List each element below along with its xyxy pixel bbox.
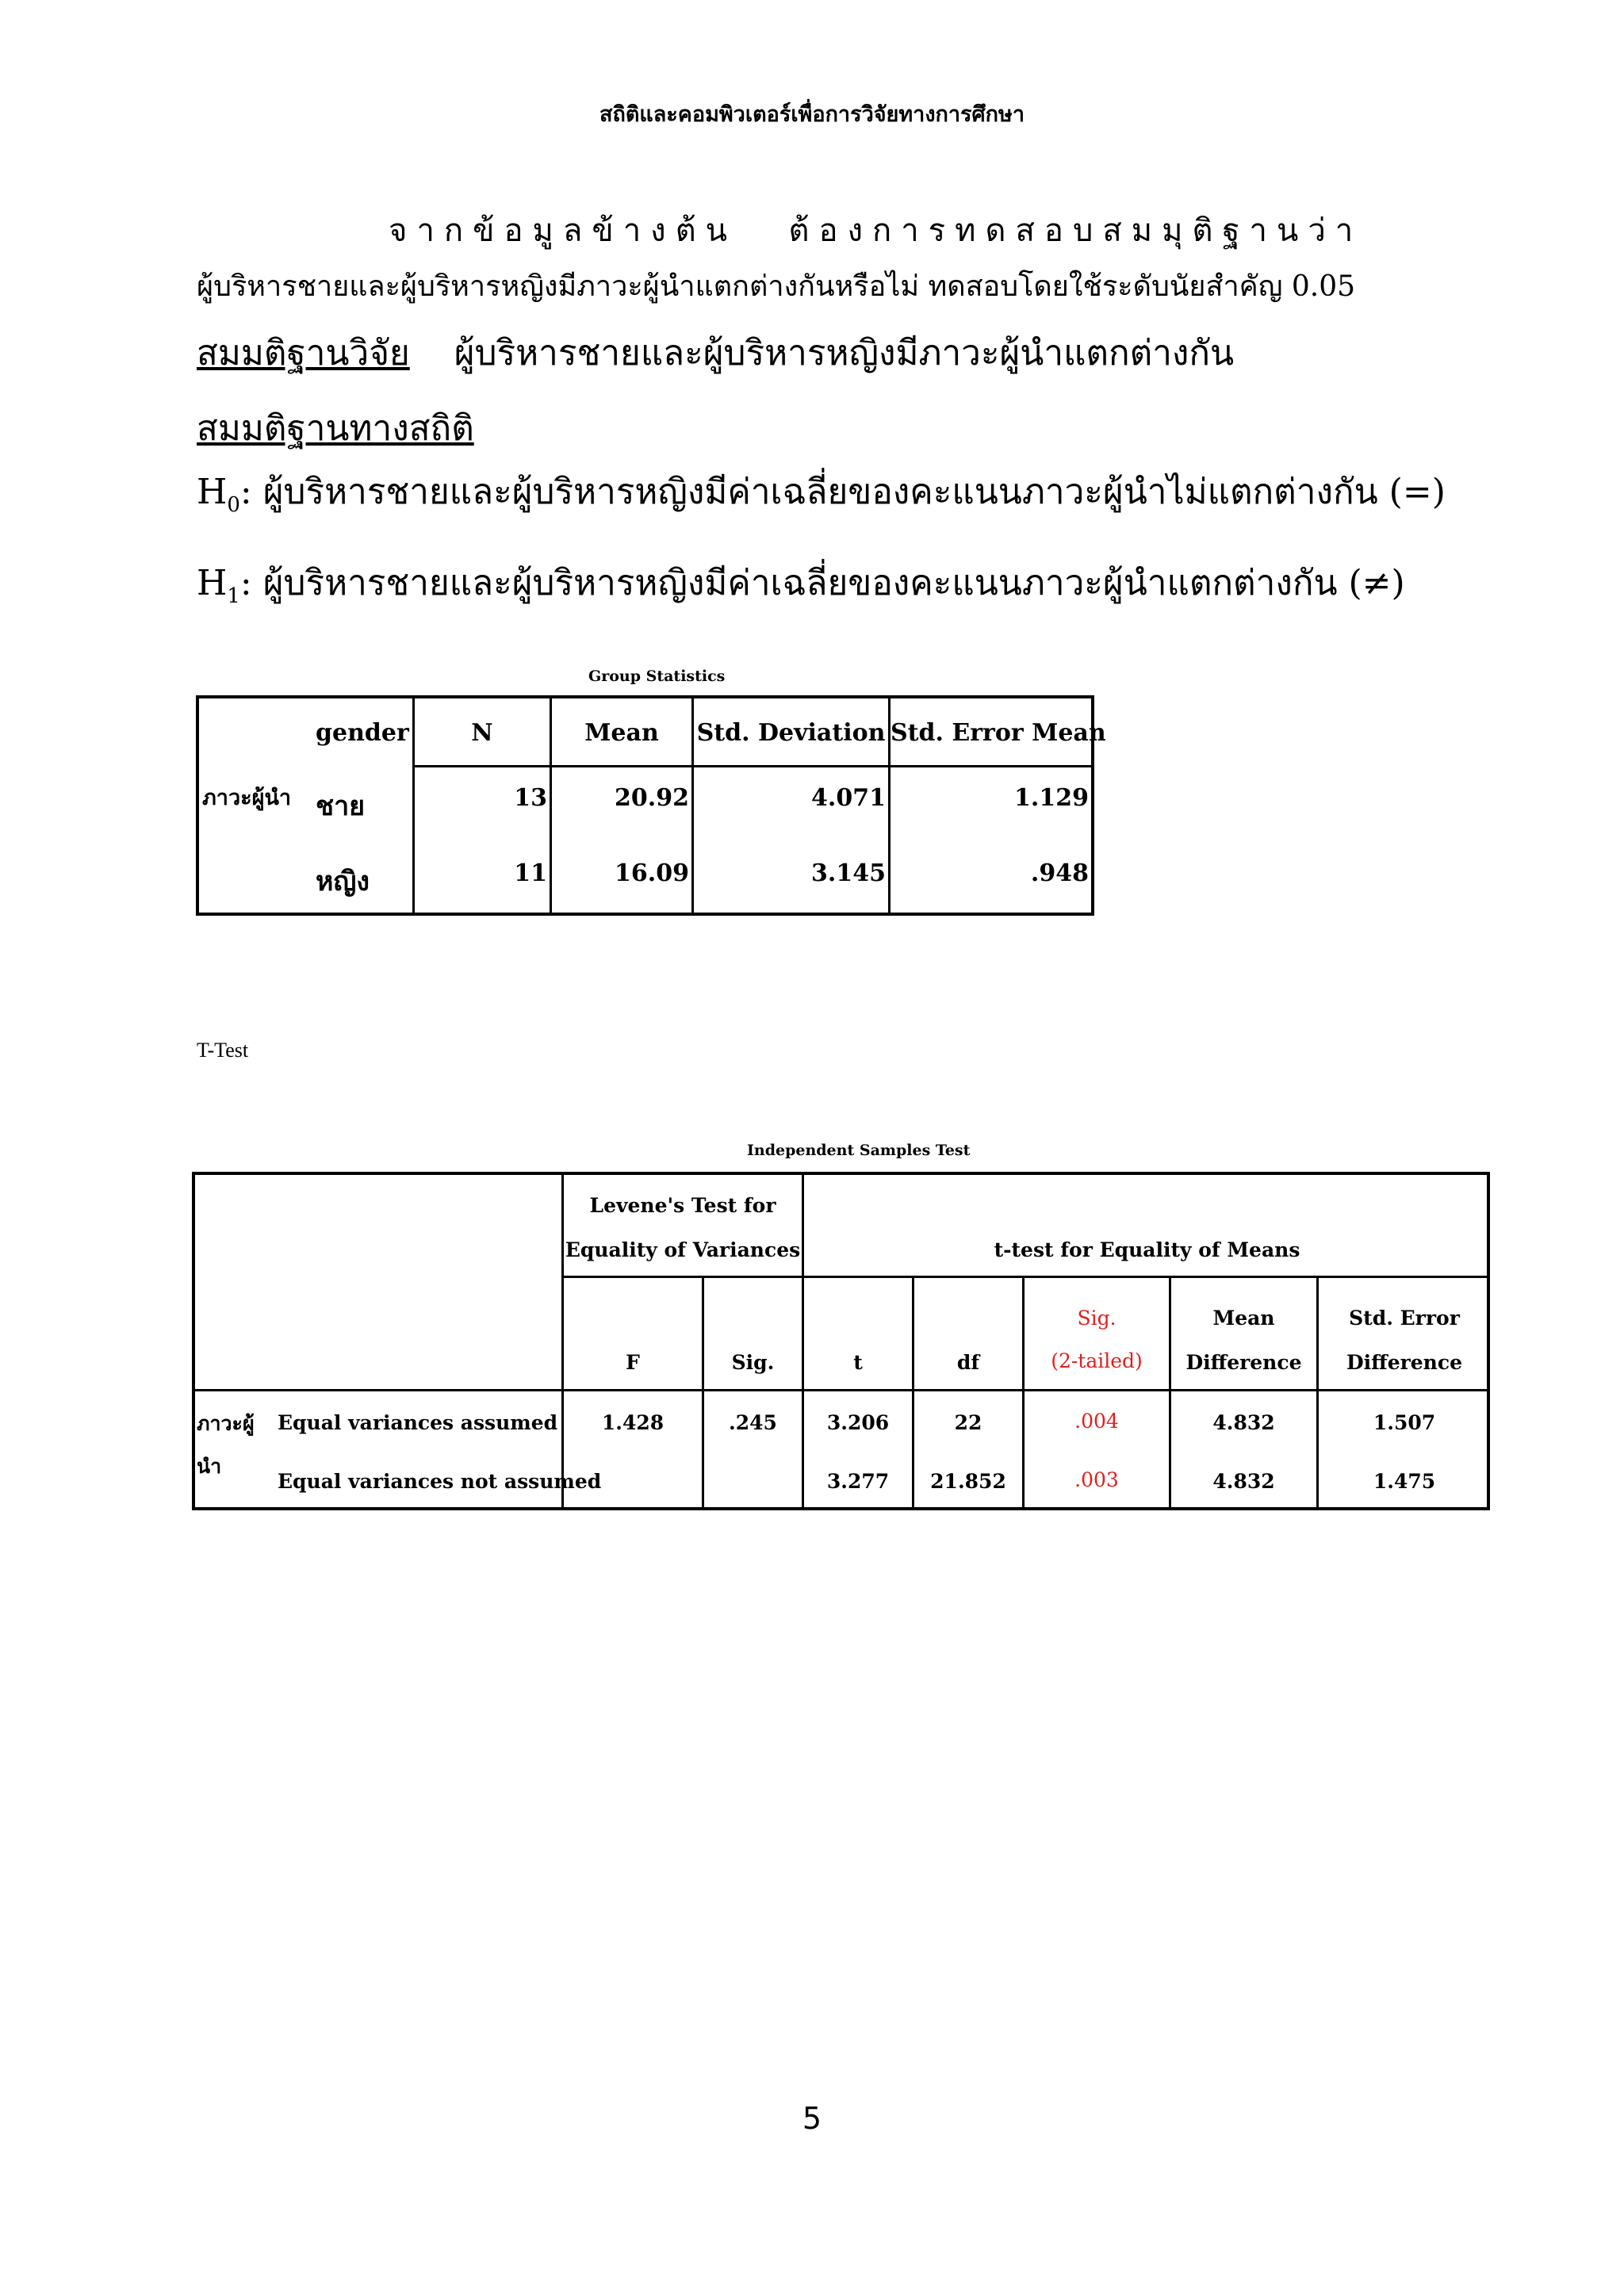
levene-header-line-2: Equality of Variances [565, 1238, 801, 1261]
cell-se-diff-assumed: 1.507 [1373, 1411, 1436, 1434]
col-sig-2tailed-line-2: (2-tailed) [1051, 1349, 1143, 1372]
intro-line-1-part-a: จากข้อมูลข้างต้น [389, 212, 737, 249]
null-hypothesis [197, 464, 1446, 519]
page-number: 5 [802, 2101, 822, 2136]
variable-label-line-2: นำ [197, 1455, 222, 1478]
cell-t-not-assumed: 3.277 [826, 1470, 890, 1493]
cell-mean-diff-assumed: 4.832 [1212, 1411, 1275, 1434]
research-hypothesis [197, 325, 1234, 381]
col-mean-diff-line-1: Mean [1212, 1307, 1275, 1330]
h0-text: : ผู้บริหารชายและผู้บริหารหญิงมีค่าเฉลี่ยของคะแนนภาวะผู้นำไม่แตกต่างกัน (=) [239, 472, 1446, 512]
header-n: N [471, 719, 493, 747]
cell-levene-sig: .245 [729, 1411, 777, 1434]
col-sig-2tailed-line-1: Sig. [1077, 1307, 1116, 1330]
cell-df-assumed: 22 [954, 1411, 982, 1434]
header-std-deviation: Std. Deviation [696, 719, 886, 747]
table-divider [561, 1276, 1487, 1278]
cell-f: 1.428 [601, 1411, 665, 1434]
research-hypothesis-text: ผู้บริหารชายและผู้บริหารหญิงมีภาวะผู้นำแตกต่างกัน [454, 333, 1235, 373]
group-statistics-table [196, 695, 1106, 916]
independent-samples-caption: Independent Samples Test [747, 1142, 971, 1159]
cell-mean-male: 20.92 [615, 784, 689, 812]
h1-subscript: 1 [227, 584, 240, 608]
col-t: t [853, 1351, 863, 1374]
col-mean-diff-line-2: Difference [1185, 1351, 1302, 1374]
h0-subscript: 0 [227, 493, 240, 517]
levene-header-line-1: Levene's Test for [589, 1194, 776, 1217]
cell-n-male: 13 [514, 784, 547, 812]
cell-se-male: 1.129 [1014, 784, 1089, 812]
cell-sig2-assumed: .004 [1074, 1410, 1119, 1433]
cell-t-assumed: 3.206 [826, 1411, 890, 1434]
intro-line-2: ผู้บริหารชายและผู้บริหารหญิงมีภาวะผู้นำแตกต่างกันหรือไม่ ทดสอบโดยใช้ระดับนัยสำคัญ 0.05 [197, 270, 1356, 303]
cell-mean-diff-not-assumed: 4.832 [1212, 1470, 1275, 1493]
row-label-equal-assumed: Equal variances assumed [278, 1411, 558, 1434]
intro-line-1 [389, 205, 1435, 255]
group-label-female: หญิง [316, 866, 370, 897]
col-df: df [956, 1351, 980, 1374]
table-divider [802, 1175, 804, 1507]
cell-df-not-assumed: 21.852 [930, 1470, 1006, 1493]
table-divider [412, 765, 1091, 767]
col-std-error-diff-line-2: Difference [1346, 1351, 1462, 1374]
ttest-label: T-Test [197, 1039, 249, 1062]
header-mean: Mean [584, 719, 659, 747]
group-statistics-caption: Group Statistics [588, 668, 726, 685]
variable-label-line-1: ภาวะผู้ [197, 1412, 255, 1435]
cell-sig2-not-assumed: .003 [1074, 1468, 1119, 1491]
cell-se-diff-not-assumed: 1.475 [1373, 1470, 1436, 1493]
research-hypothesis-label: สมมติฐานวิจัย [197, 333, 410, 373]
header-std-error-mean: Std. Error Mean [891, 719, 1106, 747]
group-label-male: ชาย [316, 790, 366, 822]
cell-n-female: 11 [514, 859, 547, 887]
col-sig: Sig. [731, 1351, 775, 1374]
cell-sd-female: 3.145 [811, 859, 886, 887]
table-divider [702, 1276, 704, 1507]
table-divider [195, 1389, 1487, 1391]
col-f: F [626, 1351, 640, 1374]
h1-symbol: H [197, 563, 228, 603]
col-std-error-diff-line-1: Std. Error [1349, 1307, 1460, 1330]
variable-label: ภาวะผู้นำ [202, 786, 292, 810]
page-header-title: สถิติและคอมพิวเตอร์เพื่อการวิจัยทางการศึกษา [599, 102, 1025, 127]
intro-line-1-part-b: ต้องการทดสอบสมมุติฐานว่า [788, 212, 1363, 249]
header-gender: gender [316, 719, 409, 747]
cell-se-female: .948 [1030, 859, 1089, 887]
row-label-equal-not-assumed: Equal variances not assumed [278, 1470, 602, 1493]
h1-text: : ผู้บริหารชายและผู้บริหารหญิงมีค่าเฉลี่ยของคะแนนภาวะผู้นำแตกต่างกัน (≠) [239, 563, 1405, 603]
table-divider [561, 1175, 564, 1507]
h0-symbol: H [197, 472, 228, 512]
alternative-hypothesis [197, 555, 1405, 610]
cell-mean-female: 16.09 [615, 859, 689, 887]
statistical-hypothesis-label: สมมติฐานทางสถิติ [197, 408, 474, 449]
ttest-equality-header: t-test for Equality of Means [994, 1238, 1300, 1261]
cell-sd-male: 4.071 [811, 784, 886, 812]
independent-samples-table [192, 1172, 1490, 1510]
